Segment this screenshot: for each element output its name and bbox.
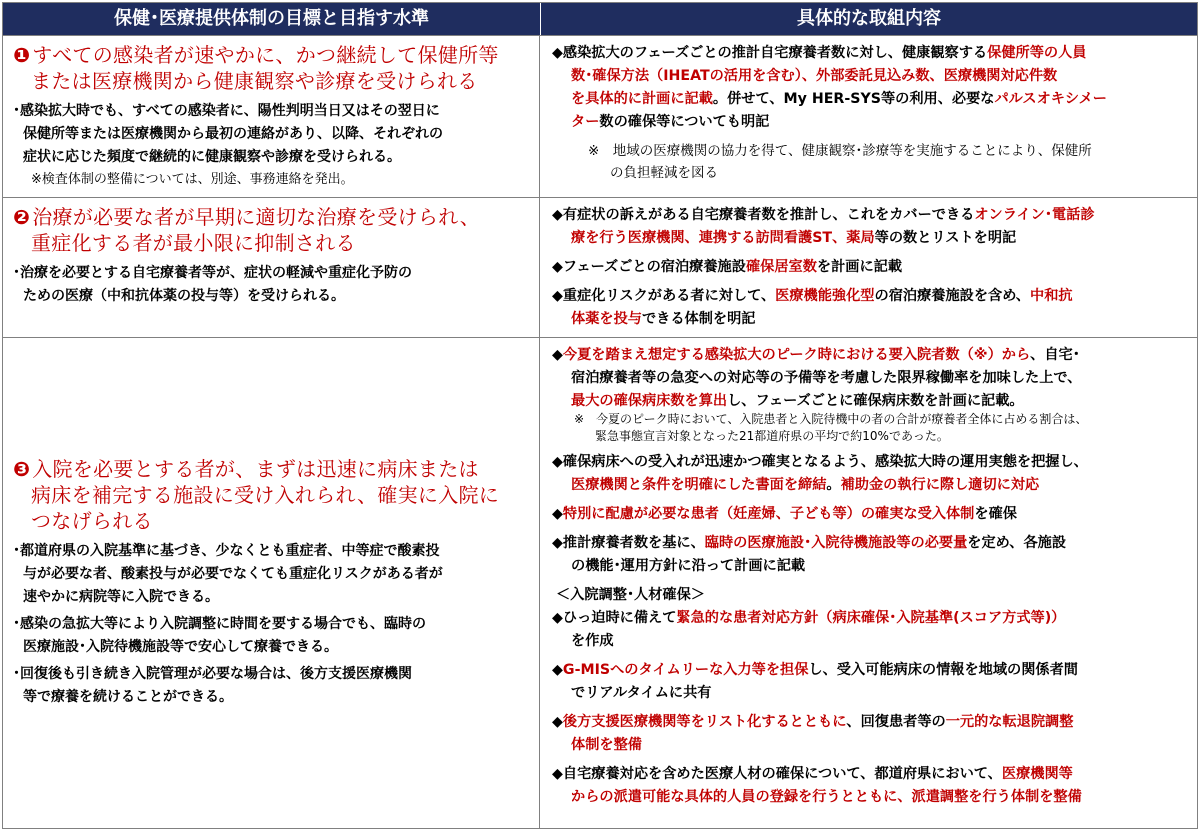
highlight-text: 緊急的な患者対応方針（病床確保･入院基準(スコア方式等)） [676, 610, 1066, 626]
plain-text: を作成 [571, 633, 614, 649]
goal-line: つなげられる [31, 509, 153, 533]
subnote-line: の負担軽減を図る [610, 165, 718, 181]
action-item-line [552, 88, 1187, 111]
highlight-text: 今夏を踏まえ想定する感染拡大のピーク時における要入院者数（※）から [562, 347, 1031, 363]
desc-line: ･感染の急拡大等により入院調整に時間を要する場合でも、臨時の [13, 616, 426, 632]
plain-text: ◆フェーズごとの宿泊療養施設 [552, 259, 746, 275]
action-item-line [552, 682, 1187, 705]
action-item [552, 285, 1187, 331]
goal-line: 重症化する者が最小限に抑制される [31, 231, 356, 255]
highlight-text: を具体的に計画に記載 [571, 91, 713, 107]
plain-text: ◆感染拡大のフェーズごとの推計自宅療養者数に対し、健康観察する [552, 45, 988, 61]
goal-line: 病床を補完する施設に受け入れられ、確実に入院に [31, 483, 500, 507]
action-list [552, 42, 1187, 134]
plain-text: ◆重症化リスクがある者に対して、 [552, 288, 776, 304]
action-item-line [552, 256, 1187, 279]
goal-note-1: ※検査体制の整備については、別途、事務連絡を発出。 [31, 172, 354, 187]
action-item-line [552, 763, 1187, 786]
plain-text: 。 [826, 477, 841, 493]
plain-text: 数の確保等についても明記 [599, 114, 770, 130]
action-list [552, 607, 1187, 809]
small-note-line: ※ 今夏のピーク時において、入院患者と入院待機中の者の合計が療養者全体に占める割合は、 [574, 412, 1088, 426]
plain-text: 、回復患者等の [846, 714, 946, 730]
plain-text: ◆確保病床への受入れが迅速かつ確実となるよう、感染拡大時の運用実態を把握し、 [552, 454, 1088, 470]
action-item-line [552, 285, 1187, 308]
action-item-line [552, 308, 1187, 331]
highlight-text: 療を行う医療機関、連携する訪問看護ST、薬局 [571, 230, 875, 246]
plain-text: ◆ [552, 506, 563, 522]
desc-line: 速やかに病院等に入院できる。 [23, 589, 219, 605]
section-heading: ＜入院調整･人材確保＞ [556, 587, 705, 603]
action-item-line [552, 367, 1187, 390]
plain-text: し、フェーズごとに確保病床数を計画に記載。 [727, 393, 1024, 409]
action-list [552, 204, 1187, 331]
action-item-line [552, 503, 1187, 526]
desc-line: ･都道府県の入院基準に基づき、少なくとも重症者、中等症で酸素投 [13, 543, 440, 559]
action-list [552, 344, 1187, 413]
goal-title-1 [13, 42, 529, 94]
goal-cell-2 [3, 197, 540, 337]
action-item-line [552, 555, 1187, 578]
action-item-line [552, 607, 1187, 630]
goal-line: 入院を必要とする者が、まずは迅速に病床または [32, 457, 479, 481]
action-item-line [552, 734, 1187, 757]
header-goals: 保健･医療提供体制の目標と目指す水準 [3, 3, 540, 35]
highlight-text: 医療機関等 [1001, 766, 1073, 782]
plain-text: ◆ [552, 662, 563, 678]
action-item-line [552, 711, 1187, 734]
desc-line: ･回復後も引き続き入院管理が必要な場合は、後方支援医療機関 [13, 666, 412, 682]
action-item-line [552, 227, 1187, 250]
plain-text: できる体制を明記 [641, 311, 756, 327]
plain-text: の宿泊療養施設を含め、 [874, 288, 1030, 304]
desc-line: 症状に応じた頻度で継続的に健康観察や診療を受けられる。 [23, 149, 401, 165]
goal-line: または医療機関から健康観察や診療を受けられる [31, 69, 478, 93]
desc-line: 保健所等または医療機関から最初の連絡があり、以降、それぞれの [23, 126, 443, 142]
plain-text: 、自宅･ [1030, 347, 1080, 363]
goal-cell-1 [3, 35, 540, 197]
highlight-text: パルスオキシメー [994, 91, 1107, 107]
action-item-line [552, 474, 1187, 497]
highlight-text: 数･確保方法（IHEATの活用を含む）、外部委託見込み数、医療機関対応件数 [571, 68, 1058, 84]
action-item [552, 503, 1187, 526]
action-item-line [552, 390, 1187, 413]
goal-number-3: ❸ [13, 457, 31, 481]
highlight-text: 後方支援医療機関等をリスト化するとともに [562, 714, 847, 730]
action-item-line [552, 111, 1187, 134]
action-item [552, 711, 1187, 757]
plain-text: の機能･運用方針に沿って計画に記載 [571, 558, 806, 574]
action-item [552, 532, 1187, 578]
plain-text: を確保 [974, 506, 1017, 522]
desc-line: ための医療（中和抗体薬の投与等）を受けられる。 [23, 288, 345, 304]
plain-text: ◆有症状の訴えがある自宅療養者数を推計し、これをカバーできる [552, 207, 975, 223]
desc-line: ･感染拡大時でも、すべての感染者に、陽性判明当日又はその翌日に [13, 103, 440, 119]
plain-text: でリアルタイムに共有 [571, 685, 712, 701]
highlight-text: オンライン･電話診 [974, 207, 1095, 223]
plain-text: 宿泊療養者等の急変への対応等の予備等を考慮した限界稼働率を加味した上で、 [571, 370, 1082, 386]
highlight-text: 臨時の医療施設･入院待機施設等の必要量 [704, 535, 968, 551]
action-item-line [552, 344, 1187, 367]
action-item-line [552, 630, 1187, 653]
action-item [552, 763, 1187, 809]
highlight-text: 医療機関と条件を明確にした書面を締結 [571, 477, 827, 493]
plain-text: 等の数とリストを明記 [874, 230, 1017, 246]
plain-text: を定め、各施設 [967, 535, 1067, 551]
plain-text: ◆自宅療養対応を含めた医療人材の確保について、都道府県において、 [552, 766, 1002, 782]
goal-line: 治療が必要な者が早期に適切な治療を受けられ、 [32, 205, 481, 229]
plain-text: を計画に記載 [816, 259, 903, 275]
action-item-line [552, 65, 1187, 88]
subnote-line: ※ 地域の医療機関の協力を得て、健康観察･診療等を実施することにより、保健所 [588, 143, 1092, 159]
action-item-line [552, 659, 1187, 682]
goal-line: すべての感染者が速やかに、かつ継続して保健所等 [32, 43, 499, 67]
highlight-text: 中和抗 [1030, 288, 1073, 304]
plain-text: ◆ [552, 347, 563, 363]
plain-text: ◆ひっ迫時に備えて [552, 610, 677, 626]
plain-text: ◆ [552, 714, 563, 730]
small-note-line: 緊急事態宣言対象となった21都道府県の平均で約10%であった。 [595, 429, 949, 443]
header-actions: 具体的な取組内容 [541, 3, 1197, 35]
action-cell-3 [540, 337, 1197, 828]
highlight-text: からの派遣可能な具体的人員の登録を行うとともに、派遣調整を行う体制を整備 [571, 789, 1082, 805]
goal-desc-2 [13, 262, 529, 308]
highlight-text: 体制を整備 [571, 737, 642, 753]
action-item-line [552, 786, 1187, 809]
goal-number-1: ❶ [13, 43, 31, 67]
action-list [552, 451, 1187, 578]
desc-line: 与が必要な者、酸素投与が必要でなくても重症化リスクがある者が [23, 566, 443, 582]
highlight-text: 保健所等の人員 [987, 45, 1087, 61]
highlight-text: 確保居室数 [745, 259, 817, 275]
action-item-line [552, 42, 1187, 65]
goal-title-3 [13, 456, 529, 534]
action-item-line [552, 451, 1187, 474]
plain-text: 。併せて、My HER-SYS等の利用、必要な [712, 91, 995, 107]
highlight-text: 補助金の執行に際し適切に対応 [840, 477, 1040, 493]
action-small-note [552, 411, 1187, 445]
action-item [552, 256, 1187, 279]
action-item [552, 659, 1187, 705]
goal-desc-1 [13, 100, 529, 169]
action-cell-1 [540, 35, 1197, 197]
action-subnote-1 [552, 140, 1187, 184]
highlight-text: 特別に配慮が必要な患者（妊産婦、子ども等）の確実な受入体制 [562, 506, 975, 522]
plain-text: し、受入可能病床の情報を地域の関係者間 [808, 662, 1078, 678]
action-item [552, 607, 1187, 653]
desc-line: 医療施設･入院待機施設等で安心して療養できる。 [23, 639, 338, 655]
highlight-text: 一元的な転退院調整 [945, 714, 1074, 730]
highlight-text: 最大の確保病床数を算出 [571, 393, 728, 409]
action-item-line [552, 532, 1187, 555]
action-item [552, 42, 1187, 134]
action-item [552, 451, 1187, 497]
action-item [552, 204, 1187, 250]
action-item [552, 344, 1187, 413]
plain-text: ◆推計療養者数を基に、 [552, 535, 705, 551]
goal-cell-3 [3, 337, 540, 828]
highlight-text: 医療機能強化型 [775, 288, 875, 304]
goals-table [2, 2, 1198, 829]
goal-title-2 [13, 204, 529, 256]
highlight-text: ター [571, 114, 600, 130]
desc-line: 等で療養を続けることができる。 [23, 689, 233, 705]
highlight-text: G-MISへのタイムリーな入力等を担保 [562, 662, 809, 678]
goal-desc-3 [13, 540, 529, 709]
action-item-line [552, 204, 1187, 227]
highlight-text: 体薬を投与 [571, 311, 642, 327]
desc-line: ･治療を必要とする自宅療養者等が、症状の軽減や重症化予防の [13, 265, 412, 281]
goal-number-2: ❷ [13, 205, 31, 229]
action-cell-2 [540, 197, 1197, 337]
